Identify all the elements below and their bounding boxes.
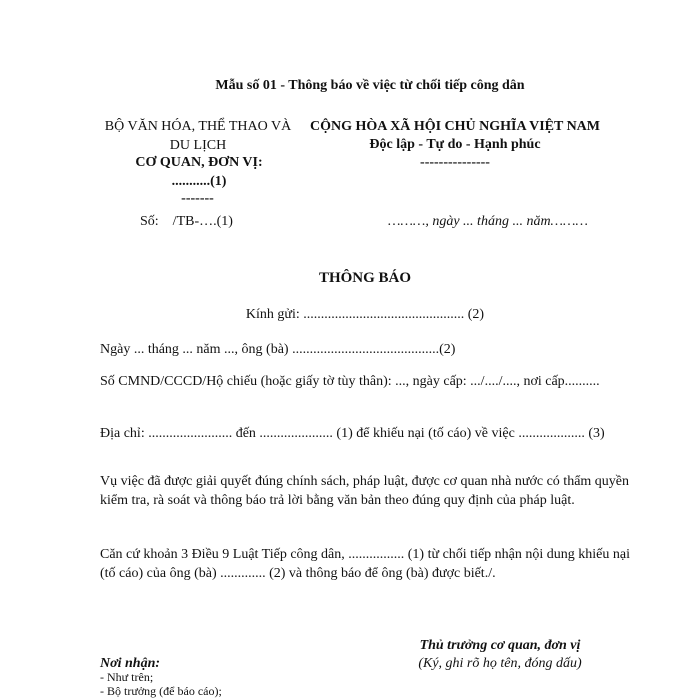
- recipient-item: - Bộ trưởng (để báo cáo);: [100, 684, 222, 698]
- addressee-line: Kính gửi: .............................................. (2): [245, 307, 485, 322]
- date-person-line: Ngày ... tháng ... năm ..., ông (bà) ..........................................(2): [100, 342, 456, 357]
- ministry-name: BỘ VĂN HÓA, THỂ THAO VÀ DU LỊCH: [104, 119, 292, 153]
- signature-title: Thủ trưởng cơ quan, đơn vị: [419, 638, 581, 653]
- paragraph-2: Căn cứ khoản 3 Điều 9 Luật Tiếp công dân, ................ (1) từ chối tiếp nhận nội dung khiếu nại (tố cáo) của ông (bà) ............. (2) và thông báo để ông (bà) được biết./.: [100, 547, 630, 581]
- paragraph-1: Vụ việc đã được giải quyết đúng chính sách, pháp luật, được cơ quan nhà nước có thẩm quyền kiểm tra, rà soát và thông báo trả lời bằng văn bản theo đúng quy định của pháp luật.: [100, 474, 630, 508]
- document-title: THÔNG BÁO: [318, 270, 412, 286]
- id-line: Số CMND/CCCD/Hộ chiếu (hoặc giấy tờ tùy thân): ..., ngày cấp: .../..../...., nơi cấp..........: [100, 374, 600, 389]
- address-line: Địa chỉ: ........................ đến ..................... (1) để khiếu nại (tố cáo) về việc ................... (3): [100, 426, 605, 441]
- doc-number: Số: /TB-….(1): [140, 214, 233, 229]
- signature-note: (Ký, ghi rõ họ tên, đóng dấu): [418, 656, 582, 671]
- motto-rule: ---------------: [420, 155, 490, 170]
- place-date: ………, ngày ... tháng ... năm………: [388, 214, 588, 229]
- nation-name: CỘNG HÒA XÃ HỘI CHỦ NGHĨA VIỆT NAM: [309, 119, 600, 134]
- recipient-item: - Như trên;: [100, 670, 154, 684]
- form-title: Mẫu số 01 - Thông báo về việc từ chối tiếp công dân: [215, 78, 525, 93]
- agency-name: CƠ QUAN, ĐƠN VỊ: ...........(1): [135, 155, 263, 189]
- motto: Độc lập - Tự do - Hạnh phúc: [369, 137, 541, 152]
- agency-rule: -------: [181, 191, 214, 206]
- recipients-heading: Nơi nhận:: [100, 656, 161, 671]
